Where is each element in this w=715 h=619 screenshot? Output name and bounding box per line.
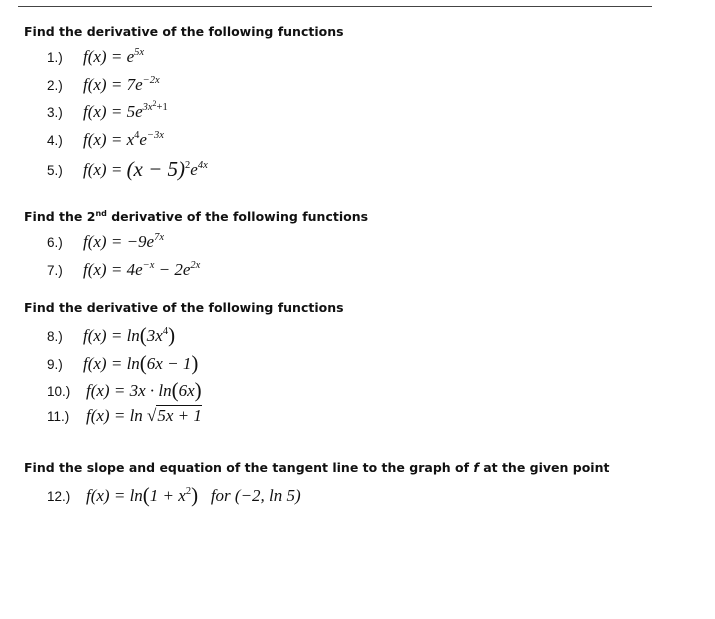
problem-12 <box>47 483 609 511</box>
problem-number: 2.) <box>47 77 63 93</box>
section-second-derivatives <box>24 206 368 287</box>
problem-expression: f(x) = ln(6x − 1) <box>83 350 199 375</box>
problem-expression: $f(x) = 5e^{3x^2+1}$ <box>83 99 168 121</box>
section-derivatives-1 <box>24 24 344 185</box>
problem-number: 5.) <box>47 163 63 178</box>
problem-number: 1.) <box>47 50 63 65</box>
problem-4 <box>47 130 344 158</box>
section-tangent-line <box>24 460 609 511</box>
problem-number: 4.) <box>47 132 63 148</box>
section-heading: Find the derivative of the following functions <box>24 300 344 315</box>
problem-expression: $f(x) = 4e^{-x} - 2e^{2x}$ <box>83 259 201 279</box>
problem-expression: $f(x) = \ln(3x^4)$ <box>83 323 176 347</box>
top-rule <box>18 6 652 7</box>
problem-number: 12.) <box>47 489 71 504</box>
problem-number: 8.) <box>47 329 63 344</box>
section-derivatives-2 <box>24 300 344 433</box>
problem-8 <box>47 323 344 351</box>
section-heading: Find the 2nd derivative of the following functions <box>24 209 369 225</box>
problem-number: 3.) <box>47 105 63 120</box>
problem-number: 7.) <box>47 262 63 278</box>
section-heading: Find the derivative of the following functions <box>24 24 344 39</box>
problem-7 <box>47 260 368 288</box>
problem-expression: f(x) = 3x · ln(6x) <box>86 378 202 402</box>
problem-expression: $f(x) = (x - 5)^2e^{4x}$ <box>83 157 208 181</box>
problem-6 <box>47 232 368 260</box>
problem-10 <box>47 378 344 406</box>
problem-number: 11.) <box>47 408 70 424</box>
problem-3 <box>47 99 344 130</box>
problem-11 <box>47 406 344 434</box>
problem-expression: $f(x) = \ln(1 + x^2)$ for (−2, ln 5) <box>86 483 301 507</box>
problem-expression: $f(x) = x^4e^{-3x}$ <box>83 129 164 149</box>
problem-9 <box>47 351 344 379</box>
problem-number: 10.) <box>47 384 71 399</box>
problem-expression: f(x) = ln √5x + 1 <box>86 405 202 425</box>
problem-expression: $f(x) = -9e^{7x}$ <box>83 232 165 252</box>
problem-number: 6.) <box>47 235 63 251</box>
problem-5 <box>47 157 344 185</box>
problem-1 <box>47 47 344 75</box>
problem-number: 9.) <box>47 356 63 372</box>
problem-expression: $f(x) = 7e^{-2x}$ <box>83 74 160 94</box>
problem-expression: $f(x) = e^{5x}$ <box>83 47 145 66</box>
section-heading: Find the slope and equation of the tangent line to the graph of f at the given point <box>24 460 610 475</box>
problem-2 <box>47 75 344 103</box>
